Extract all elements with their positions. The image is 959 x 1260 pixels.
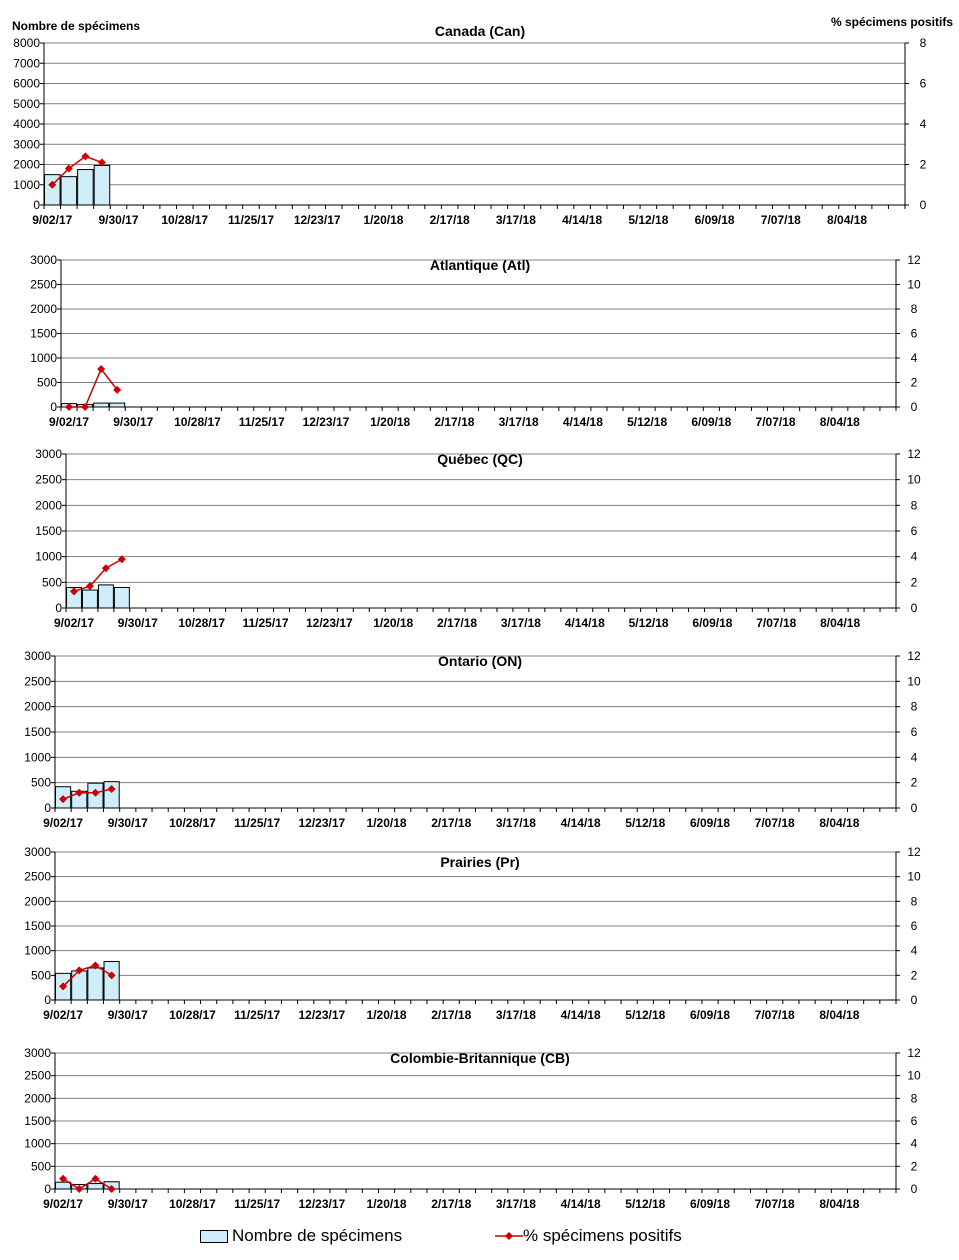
y-tick-label-left: 2500 <box>35 472 62 487</box>
x-tick-label: 1/20/18 <box>370 415 411 429</box>
y-tick-label-left: 1000 <box>30 351 57 365</box>
x-tick-label: 10/28/17 <box>169 1197 216 1211</box>
x-tick-label: 6/09/18 <box>694 213 735 227</box>
bar <box>104 962 119 1000</box>
x-tick-label: 8/04/18 <box>819 1197 860 1211</box>
bar <box>98 585 113 608</box>
legend-line-swatch <box>495 1229 523 1243</box>
x-tick-label: 12/23/17 <box>293 213 341 227</box>
x-tick-label: 9/30/17 <box>107 816 148 830</box>
x-tick-label: 7/07/18 <box>754 1008 795 1022</box>
x-tick-label: 1/20/18 <box>373 616 414 630</box>
y-tick-label-left: 2000 <box>24 699 51 714</box>
x-tick-label: 6/09/18 <box>689 816 731 830</box>
y-tick-label-right: 12 <box>907 447 921 461</box>
y-tick-label-right: 8 <box>910 894 918 909</box>
y-tick-label-left: 1000 <box>24 750 51 765</box>
x-tick-label: 6/09/18 <box>689 1008 731 1022</box>
x-tick-label: 8/04/18 <box>819 816 860 830</box>
legend-item-bars <box>200 1226 402 1246</box>
percent-point <box>91 1175 99 1183</box>
bar <box>94 166 110 205</box>
y-tick-label-right: 2 <box>910 775 918 790</box>
y-tick-label-left: 0 <box>44 993 51 1007</box>
y-tick-label-left: 2500 <box>24 1068 51 1083</box>
y-tick-label-right: 4 <box>910 750 918 765</box>
x-tick-label: 5/12/18 <box>625 816 666 830</box>
y-tick-label-left: 4000 <box>13 117 40 131</box>
chart-title: Ontario (ON) <box>438 653 522 669</box>
y-tick-label-left: 2000 <box>30 302 57 316</box>
chart-title: Atlantique (Atl) <box>429 257 531 273</box>
y-tick-label-right: 10 <box>907 1068 921 1083</box>
y-tick-label-right: 4 <box>910 1136 918 1151</box>
x-tick-label: 9/02/17 <box>43 816 84 830</box>
y-tick-label-left: 1000 <box>13 177 40 192</box>
x-tick-label: 1/20/18 <box>366 1197 407 1211</box>
y-tick-label-left: 0 <box>55 601 62 615</box>
y-tick-label-right: 0 <box>910 400 918 414</box>
y-tick-label-right: 8 <box>910 498 918 513</box>
y-tick-label-left: 2500 <box>24 869 51 884</box>
percent-point <box>59 1175 67 1183</box>
y-tick-label-right: 10 <box>907 472 921 487</box>
y-tick-label-left: 1000 <box>24 1136 51 1151</box>
y-tick-label-left: 1000 <box>24 943 51 958</box>
y-tick-label-left: 8000 <box>13 36 40 50</box>
x-tick-label: 5/12/18 <box>625 1197 666 1211</box>
x-tick-label: 9/30/17 <box>113 415 154 429</box>
right-axis-title: % spécimens positifs <box>830 15 953 29</box>
x-tick-label: 4/14/18 <box>560 1197 601 1211</box>
y-tick-label-right: 6 <box>910 919 918 933</box>
percent-line <box>69 369 117 407</box>
y-tick-label-left: 3000 <box>13 137 40 152</box>
x-tick-label: 4/14/18 <box>560 816 601 830</box>
y-tick-label-right: 10 <box>907 674 921 689</box>
chart-title: Canada (Can) <box>434 23 526 39</box>
x-tick-label: 6/09/18 <box>691 415 732 429</box>
x-tick-label: 5/12/18 <box>628 213 669 227</box>
y-tick-label-right: 2 <box>919 157 927 172</box>
y-tick-label-left: 1500 <box>24 919 51 933</box>
x-tick-label: 9/02/17 <box>43 1008 84 1022</box>
y-tick-label-left: 1000 <box>35 549 62 564</box>
y-tick-label-left: 2000 <box>24 894 51 909</box>
y-tick-label-right: 2 <box>910 575 918 590</box>
y-tick-label-right: 8 <box>910 1091 918 1106</box>
x-tick-label: 2/17/18 <box>434 415 475 429</box>
x-tick-label: 4/14/18 <box>564 616 605 630</box>
x-tick-label: 5/12/18 <box>627 415 668 429</box>
x-tick-label: 5/12/18 <box>625 1008 666 1022</box>
x-tick-label: 5/12/18 <box>628 616 669 630</box>
y-tick-label-left: 2500 <box>24 674 51 689</box>
y-tick-label-right: 12 <box>907 253 921 267</box>
y-tick-label-left: 500 <box>30 968 51 983</box>
x-tick-label: 11/25/17 <box>234 816 281 830</box>
bar <box>82 590 97 608</box>
bar <box>56 1182 71 1189</box>
x-tick-label: 12/23/17 <box>298 1197 346 1211</box>
y-tick-label-right: 10 <box>907 869 921 884</box>
y-tick-label-left: 0 <box>44 801 51 815</box>
y-tick-label-left: 2000 <box>35 498 62 513</box>
bar <box>78 170 94 205</box>
x-tick-label: 11/25/17 <box>234 1197 281 1211</box>
y-tick-label-left: 3000 <box>35 447 62 461</box>
y-tick-label-right: 2 <box>910 1159 918 1174</box>
y-tick-label-left: 500 <box>36 375 57 390</box>
y-tick-label-right: 8 <box>910 302 918 316</box>
y-tick-label-right: 12 <box>907 1046 921 1060</box>
x-tick-label: 9/02/17 <box>53 616 95 630</box>
y-tick-label-right: 8 <box>910 699 918 714</box>
x-tick-label: 2/17/18 <box>437 616 478 630</box>
y-tick-label-right: 0 <box>919 198 927 212</box>
x-tick-label: 10/28/17 <box>174 415 221 429</box>
y-tick-label-left: 500 <box>41 575 62 590</box>
y-tick-label-right: 0 <box>910 1182 918 1196</box>
y-tick-label-right: 4 <box>910 943 918 958</box>
bar <box>94 403 109 407</box>
x-tick-label: 4/14/18 <box>560 1008 601 1022</box>
x-tick-label: 6/09/18 <box>692 616 733 630</box>
x-tick-label: 3/17/18 <box>495 1197 536 1211</box>
x-tick-label: 9/02/17 <box>32 213 73 227</box>
y-tick-label-left: 0 <box>33 198 40 212</box>
x-tick-label: 1/20/18 <box>363 213 404 227</box>
x-tick-label: 2/17/18 <box>431 816 472 830</box>
x-tick-label: 10/28/17 <box>161 213 209 227</box>
y-tick-label-left: 7000 <box>13 56 40 71</box>
x-tick-label: 7/07/18 <box>755 415 796 429</box>
x-tick-label: 2/17/18 <box>431 1008 472 1022</box>
y-tick-label-right: 4 <box>919 117 927 131</box>
x-tick-label: 11/25/17 <box>234 1008 281 1022</box>
y-tick-label-right: 6 <box>910 524 918 538</box>
x-tick-label: 11/25/17 <box>242 616 289 630</box>
x-tick-label: 9/02/17 <box>43 1197 84 1211</box>
y-tick-label-right: 0 <box>910 993 918 1007</box>
x-tick-label: 12/23/17 <box>306 616 353 630</box>
x-tick-label: 3/17/18 <box>495 213 536 227</box>
legend-line-label: % spécimens positifs <box>523 1226 682 1245</box>
y-tick-label-left: 500 <box>30 775 51 790</box>
y-tick-label-left: 2500 <box>30 277 57 292</box>
legend-bar-label: Nombre de spécimens <box>232 1226 403 1245</box>
x-tick-label: 2/17/18 <box>429 213 470 227</box>
bar <box>88 968 103 1000</box>
y-tick-label-left: 1500 <box>24 725 51 739</box>
left-axis-title: Nombre de spécimens <box>12 19 141 33</box>
x-tick-label: 8/04/18 <box>820 616 861 630</box>
x-tick-label: 7/07/18 <box>754 1197 795 1211</box>
bar <box>110 403 125 407</box>
x-tick-label: 1/20/18 <box>366 1008 407 1022</box>
y-tick-label-right: 12 <box>907 649 921 663</box>
bar <box>61 177 77 205</box>
x-tick-label: 11/25/17 <box>238 415 285 429</box>
y-tick-label-left: 2000 <box>13 157 40 172</box>
x-tick-label: 8/04/18 <box>819 1008 860 1022</box>
y-tick-label-left: 5000 <box>13 96 40 111</box>
legend-item-line <box>495 1226 682 1246</box>
x-tick-label: 2/17/18 <box>431 1197 472 1211</box>
y-tick-label-right: 2 <box>910 375 918 390</box>
x-tick-label: 10/28/17 <box>169 1008 216 1022</box>
x-tick-label: 12/23/17 <box>298 1008 346 1022</box>
x-tick-label: 3/17/18 <box>498 415 539 429</box>
y-tick-label-left: 1500 <box>24 1114 51 1128</box>
x-tick-label: 11/25/17 <box>227 213 275 227</box>
y-tick-label-left: 3000 <box>24 845 51 859</box>
x-tick-label: 4/14/18 <box>562 415 603 429</box>
y-tick-label-left: 1500 <box>35 524 62 538</box>
chart-title: Prairies (Pr) <box>440 854 520 870</box>
y-tick-label-right: 10 <box>907 277 921 292</box>
x-tick-label: 9/30/17 <box>107 1008 148 1022</box>
x-tick-label: 4/14/18 <box>562 213 603 227</box>
y-tick-label-right: 6 <box>910 1114 918 1128</box>
x-tick-label: 9/30/17 <box>107 1197 148 1211</box>
x-tick-label: 8/04/18 <box>827 213 868 227</box>
y-tick-label-left: 3000 <box>24 1046 51 1060</box>
y-tick-label-right: 4 <box>910 549 918 564</box>
x-tick-label: 3/17/18 <box>500 616 541 630</box>
y-tick-label-left: 6000 <box>13 76 40 91</box>
y-tick-label-left: 3000 <box>30 253 57 267</box>
y-tick-label-right: 6 <box>910 725 918 739</box>
y-tick-label-right: 6 <box>910 326 918 341</box>
y-tick-label-right: 2 <box>910 968 918 983</box>
x-tick-label: 6/09/18 <box>689 1197 731 1211</box>
y-tick-label-left: 2000 <box>24 1091 51 1106</box>
chart-title: Colombie-Britannique (CB) <box>390 1050 570 1066</box>
y-tick-label-right: 6 <box>919 76 927 91</box>
y-tick-label-right: 8 <box>919 36 927 50</box>
x-tick-label: 9/02/17 <box>49 415 90 429</box>
x-tick-label: 9/30/17 <box>98 213 139 227</box>
y-tick-label-left: 3000 <box>24 649 51 663</box>
x-tick-label: 3/17/18 <box>495 1008 536 1022</box>
x-tick-label: 1/20/18 <box>366 816 407 830</box>
x-tick-label: 7/07/18 <box>760 213 801 227</box>
legend-bar-swatch <box>200 1230 228 1243</box>
y-tick-label-right: 0 <box>910 801 918 815</box>
chart-title: Québec (QC) <box>437 451 523 467</box>
y-tick-label-right: 4 <box>910 351 918 365</box>
y-tick-label-left: 500 <box>30 1159 51 1174</box>
bar <box>88 1184 103 1189</box>
x-tick-label: 7/07/18 <box>756 616 797 630</box>
y-tick-label-left: 0 <box>44 1182 51 1196</box>
x-tick-label: 12/23/17 <box>302 415 350 429</box>
y-tick-label-left: 0 <box>50 400 57 414</box>
x-tick-label: 10/28/17 <box>178 616 226 630</box>
x-tick-label: 7/07/18 <box>754 816 795 830</box>
x-tick-label: 3/17/18 <box>495 816 536 830</box>
x-tick-label: 10/28/17 <box>169 816 216 830</box>
x-tick-label: 9/30/17 <box>117 616 158 630</box>
x-tick-label: 12/23/17 <box>298 816 346 830</box>
y-tick-label-right: 12 <box>907 845 921 859</box>
y-tick-label-right: 0 <box>910 601 918 615</box>
bar <box>114 587 129 608</box>
y-tick-label-left: 1500 <box>30 326 57 341</box>
x-tick-label: 8/04/18 <box>819 415 860 429</box>
